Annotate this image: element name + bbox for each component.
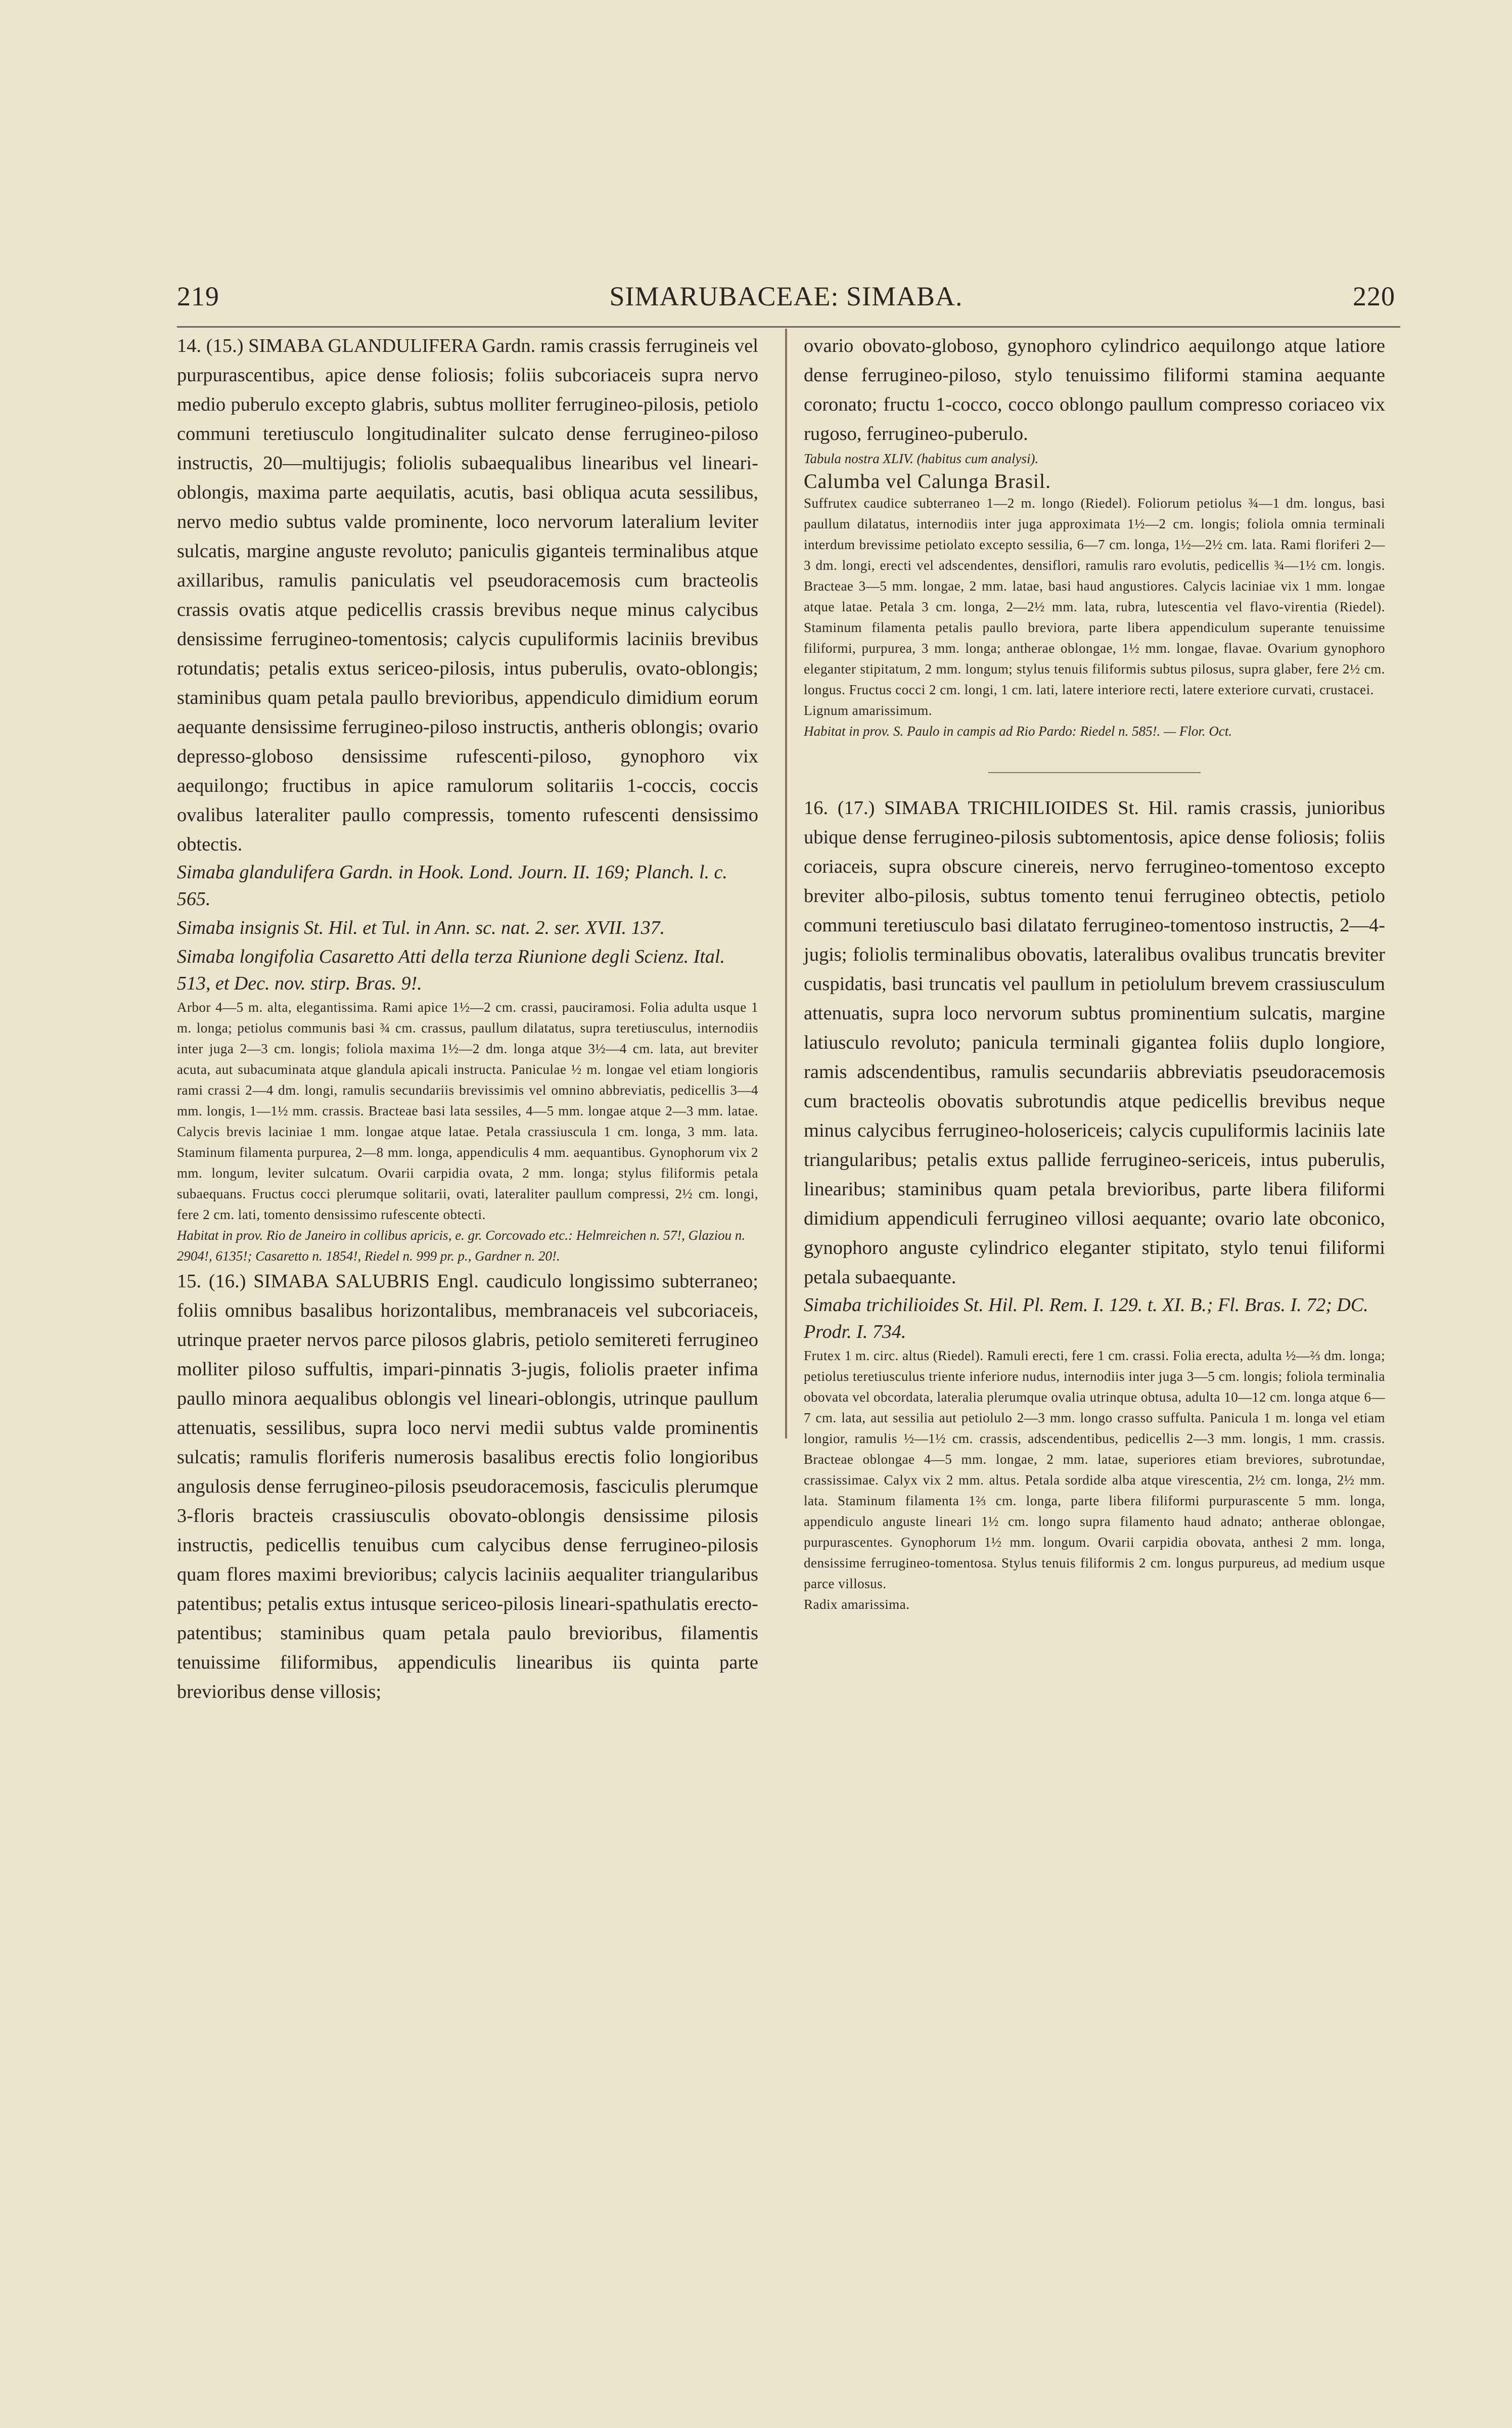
species-14-citation-1: Simaba glandulifera Gardn. in Hook. Lond. Journ. II. 169; Planch. l. c. 565. (177, 862, 727, 910)
column-divider (785, 329, 787, 1438)
species-16-text: ramis crassis, junioribus ubique dense ferrugineo-pilosis subtomentosis, apice dense foliosis; foliis coriaceis, supra obscure cinereis, nervo ferrugineo-tomentoso excepto breviter albo-pilosis, subtus tomento tenui ferrugineo obtectis, petiolo communi teretiusculo basi dilatato ferrugineo-tomentoso instructis, 2—4-jugis; foliolis terminalibus obovatis, lateralibus ovalibus truncatis breviter cuspidatis, basi truncatis vel paullum in petiolulum brevem crassiusculum attenuatis, supra loco nervorum subtus prominentium sulcatis, margine latiusculo revoluto; panicula terminali gigantea foliis duplo longiore, ramis adscendentibus, ramulis secundariis abbreviatis pseudoracemosis cum bracteolis obovatis subrotundis atque pedicellis brevibus neque minus calycibus ferrugineo-holosericeis; calycis cupuliformis laciniis late triangularibus; petalis extus pallide ferrugineo-sericeis, intus puberulis, linearibus; staminibus quam petala brevioribus, parte libera filiformi dimidium appendiculi ferrugineo villosi aequante; ovario late obconico, gynophoro anguste cylindrico eleganter stipitato, stylo tenui filiformi petala subaequante. (804, 797, 1385, 1288)
species-14-heading: 14. (15.) SIMABA GLANDULIFERA Gardn. (177, 335, 536, 356)
right-column (804, 331, 1385, 1615)
page-number-left: 219 (177, 281, 219, 311)
species-14-citation-2: Simaba insignis St. Hil. et Tul. in Ann. sc. nat. 2. ser. XVII. 137. (177, 917, 665, 938)
species-16-radix: Radix amarissima. (804, 1597, 910, 1612)
species-15-text: caudiculo longissimo subterraneo; foliis omnibus basalibus horizontalibus, membranaceis vel subcoriaceis, utrinque praeter nervos parce pilosos glabris, petiolo semitereti ferrugineo molliter piloso suffultis, impari-pinnatis 3-jugis, foliolis praeter infima paullo minora aequalibus oblongis vel lineari-oblongis, utrinque paullum attenuatis, sessilibus, supra loco nervi medii subtus valde prominentis sulcatis; ramulis floriferis numerosis basalibus erectis folio longioribus angulosis dense ferrugineo-pilosis pseudoracemosis, fasciculis plerumque 3-floris bracteis crassiusculis obovato-oblongis densissime pilosis instructis, pedicellis tenuibus cum calycibus dense ferrugineo-pilosis quam flores maximi brevioribus; calycis laciniis aequaliter triangularibus patentibus; petalis extus intusque sericeo-pilosis lineari-spathulatis erecto-patentibus; staminibus quam petala paulo brevioribus, filamentis tenuissime filiformibus, appendiculis linearibus iis quinta parte brevioribus dense villosis; (177, 1271, 758, 1702)
species-16-citation: Simaba trichilioides St. Hil. Pl. Rem. I. 129. t. XI. B.; Fl. Bras. I. 72; DC. Prodr. I. 734. (804, 1294, 1368, 1342)
section-rule (988, 772, 1201, 773)
species-16-heading: 16. (17.) SIMABA TRICHILIOIDES St. Hil. (804, 797, 1178, 819)
species-15-vernacular-name: Calumba vel Calunga Brasil. (804, 470, 1051, 492)
species-14-details: Arbor 4—5 m. alta, elegantissima. Rami apice 1½—2 cm. crassi, pauciramosi. Folia adulta usque 1 m. longa; petiolus communis basi ¾ cm. crassus, paullum dilatatus, supra teretiusculus, internodiis inter juga 2—3 cm. longis; foliola maxima 1½—2 dm. longa atque 3½—4 cm. lata, aut breviter acuta, aut subacuminata atque glandula apicali instructa. Paniculae ½ m. longae vel etiam longioris rami crassi 2—4 dm. longi, ramulis secundariis brevissimis vel omnino abbreviatis, pedicellis 3—4 mm. longis, 1—1½ mm. crassis. Bracteae basi lata sessiles, 4—5 mm. longae atque 2—3 mm. latae. Calycis brevis laciniae 1 mm. longae atque latae. Petala crassiuscula 1 cm. longa, 3 mm. lata. Staminum filamenta purpurea, 2—8 mm. longa, appendiculis 4 mm. aequantibus. Gynophorum vix 2 mm. longum, leviter sulcatum. Ovarii carpidia ovata, 2 mm. longa; stylus filiformis petala subaequans. Fructus cocci plerumque solitarii, ovati, lateraliter paullum compressi, 2½ cm. longi, fere 2 cm. lati, tomento densissimo rufescente obtecti. (177, 1000, 758, 1222)
species-15-lignum: Lignum amarissimum. (804, 703, 932, 718)
header-rule (177, 326, 1400, 328)
species-15-tabula: Tabula nostra XLIV. (habitus cum analysi). (804, 451, 1039, 466)
species-15-details: Suffrutex caudice subterraneo 1—2 m. longo (Riedel). Foliorum petiolus ¾—1 dm. longus, basi paullum dilatatus, internodiis inter juga approximata 1½—2 cm. longis; foliola omnia terminali interdum brevissime petiolato excepto sessilia, 6—7 cm. longa, 1½—2½ cm. lata. Rami floriferi 2—3 dm. longi, erecti vel adscendentes, densiflori, ramulis raro evolutis, pedicellis ¾—1½ cm. longis. Bracteae 3—5 mm. longae, 2 mm. latae, basi haud angustiores. Calycis laciniae vix 1 mm. longae atque latae. Petala 3 cm. longa, 2—2½ mm. lata, rubra, lutescentia vel flavo-virentia (Riedel). Staminum filamenta petalis paullo breviora, parte libera appendiculum superante tenuissime filiformi, purpurea, 3 mm. longa; antherae oblongae, 1½ mm. longae, flavae. Ovarium gynophoro eleganter stipitatum, 2 mm. longum; stylus tenuis filiformis subtus pilosus, supra glaber, fere 2½ cm. longus. Fructus cocci 2 cm. longi, 1 cm. lati, latere interiore recti, latere exteriore curvati, crustacei. (804, 496, 1385, 697)
page-number-right: 220 (1353, 281, 1395, 311)
running-title: SIMARUBACEAE: SIMABA. (609, 281, 963, 311)
species-15-description (177, 1267, 758, 1706)
left-column (177, 331, 758, 1706)
species-15-continuation: ovario obovato-globoso, gynophoro cylindrico aequilongo atque latiore dense ferrugineo-piloso, stylo tenuissimo filiformi stamina aequante coronato; fructu 1-cocco, cocco oblongo paullum compresso coriaceo vix rugoso, ferrugineo-puberulo. (804, 335, 1385, 444)
species-15-habitat: Habitat in prov. S. Paulo in campis ad Rio Pardo: Riedel n. 585!. — Flor. Oct. (804, 724, 1232, 739)
species-14-text: ramis crassis ferrugineis vel purpurascentibus, apice dense foliosis; foliis subcoriaceis supra nervo medio puberulo excepto glabris, subtus molliter ferrugineo-pilosis, petiolo communi teretiusculo longitudinaliter sulcato dense ferrugineo-piloso instructis, 20—multijugis; foliolis subaequalibus linearibus vel lineari-oblongis, maxima parte aequilatis, acutis, basi obliqua acuta sessilibus, nervo medio subtus valde prominente, loco nervorum lateralium leviter sulcatis, margine anguste revoluto; paniculis giganteis terminalibus atque axillaribus, ramulis paniculatis vel pseudoracemosis cum bracteolis crassis ovatis atque pedicellis crassis brevibus neque minus calycibus densissime ferrugineo-tomentosis; calycis cupuliformis laciniis brevibus rotundatis; petalis extus sericeo-pilosis, intus puberulis, ovato-oblongis; staminibus quam petala paullo brevioribus, appendiculo dimidium eorum aequante densissime ferrugineo-piloso instructis, antheris oblongis; ovario depresso-globoso densissime rufescenti-piloso, gynophoro vix aequilongo; fructibus in apice ramulorum solitariis 1-coccis, coccis ovalibus lateraliter paullo compressis, tomento rufescenti densissimo obtectis. (177, 335, 758, 855)
species-16-description (804, 793, 1385, 1292)
page-header (177, 281, 1395, 321)
species-15-heading: 15. (16.) SIMABA SALUBRIS Engl. (177, 1271, 479, 1292)
species-16-details: Frutex 1 m. circ. altus (Riedel). Ramuli erecti, fere 1 cm. crassi. Folia erecta, adulta ½—⅔ dm. longa; petiolus teretiusculus triente inferiore nudus, internodiis inter juga 3—5 cm. longis; foliola terminalia obovata vel obcordata, lateralia plerumque ovalia utrinque obtusa, adulta 10—12 cm. longa atque 6—7 cm. lata, aut sessilia aut petiolulo 2—3 mm. longo crasso suffulta. Panicula 1 m. longa vel etiam longior, ramulis ½—1½ cm. crassis, adscendentibus, pedicellis 2—3 mm. longis, 1 mm. crassis. Bracteae oblongae 4—5 mm. longae, 2 mm. latae, superiores etiam breviores, subrotundae, crassissimae. Calyx vix 2 mm. altus. Petala sordide alba atque virescentia, 2½ cm. longa, 2½ mm. lata. Staminum filamenta 1⅔ cm. longa, parte libera filiformi purpurascente 5 mm. longa, appendiculo anguste lineari 1½ cm. longo supra filamento haud adnato; antherae oblongae, purpurascentes. Gynophorum 1½ mm. longum. Ovarii carpidia obovata, anthesi 2 mm. longa, densissime ferrugineo-tomentosa. Stylus tenuis filiformis 2 cm. longus purpureus, ad medium usque parce villosus. (804, 1348, 1385, 1591)
species-14-citation-3: Simaba longifolia Casaretto Atti della terza Riunione degli Scienz. Ital. 513, et Dec. nov. stirp. Bras. 9!. (177, 946, 725, 994)
species-14-description (177, 331, 758, 859)
species-14-habitat: Habitat in prov. Rio de Janeiro in collibus apricis, e. gr. Corcovado etc.: Helmreichen n. 57!, Glaziou n. 2904!, 6135!; Casaretto n. 1854!, Riedel n. 999 pr. p., Gardner n. 20!. (177, 1228, 746, 1264)
